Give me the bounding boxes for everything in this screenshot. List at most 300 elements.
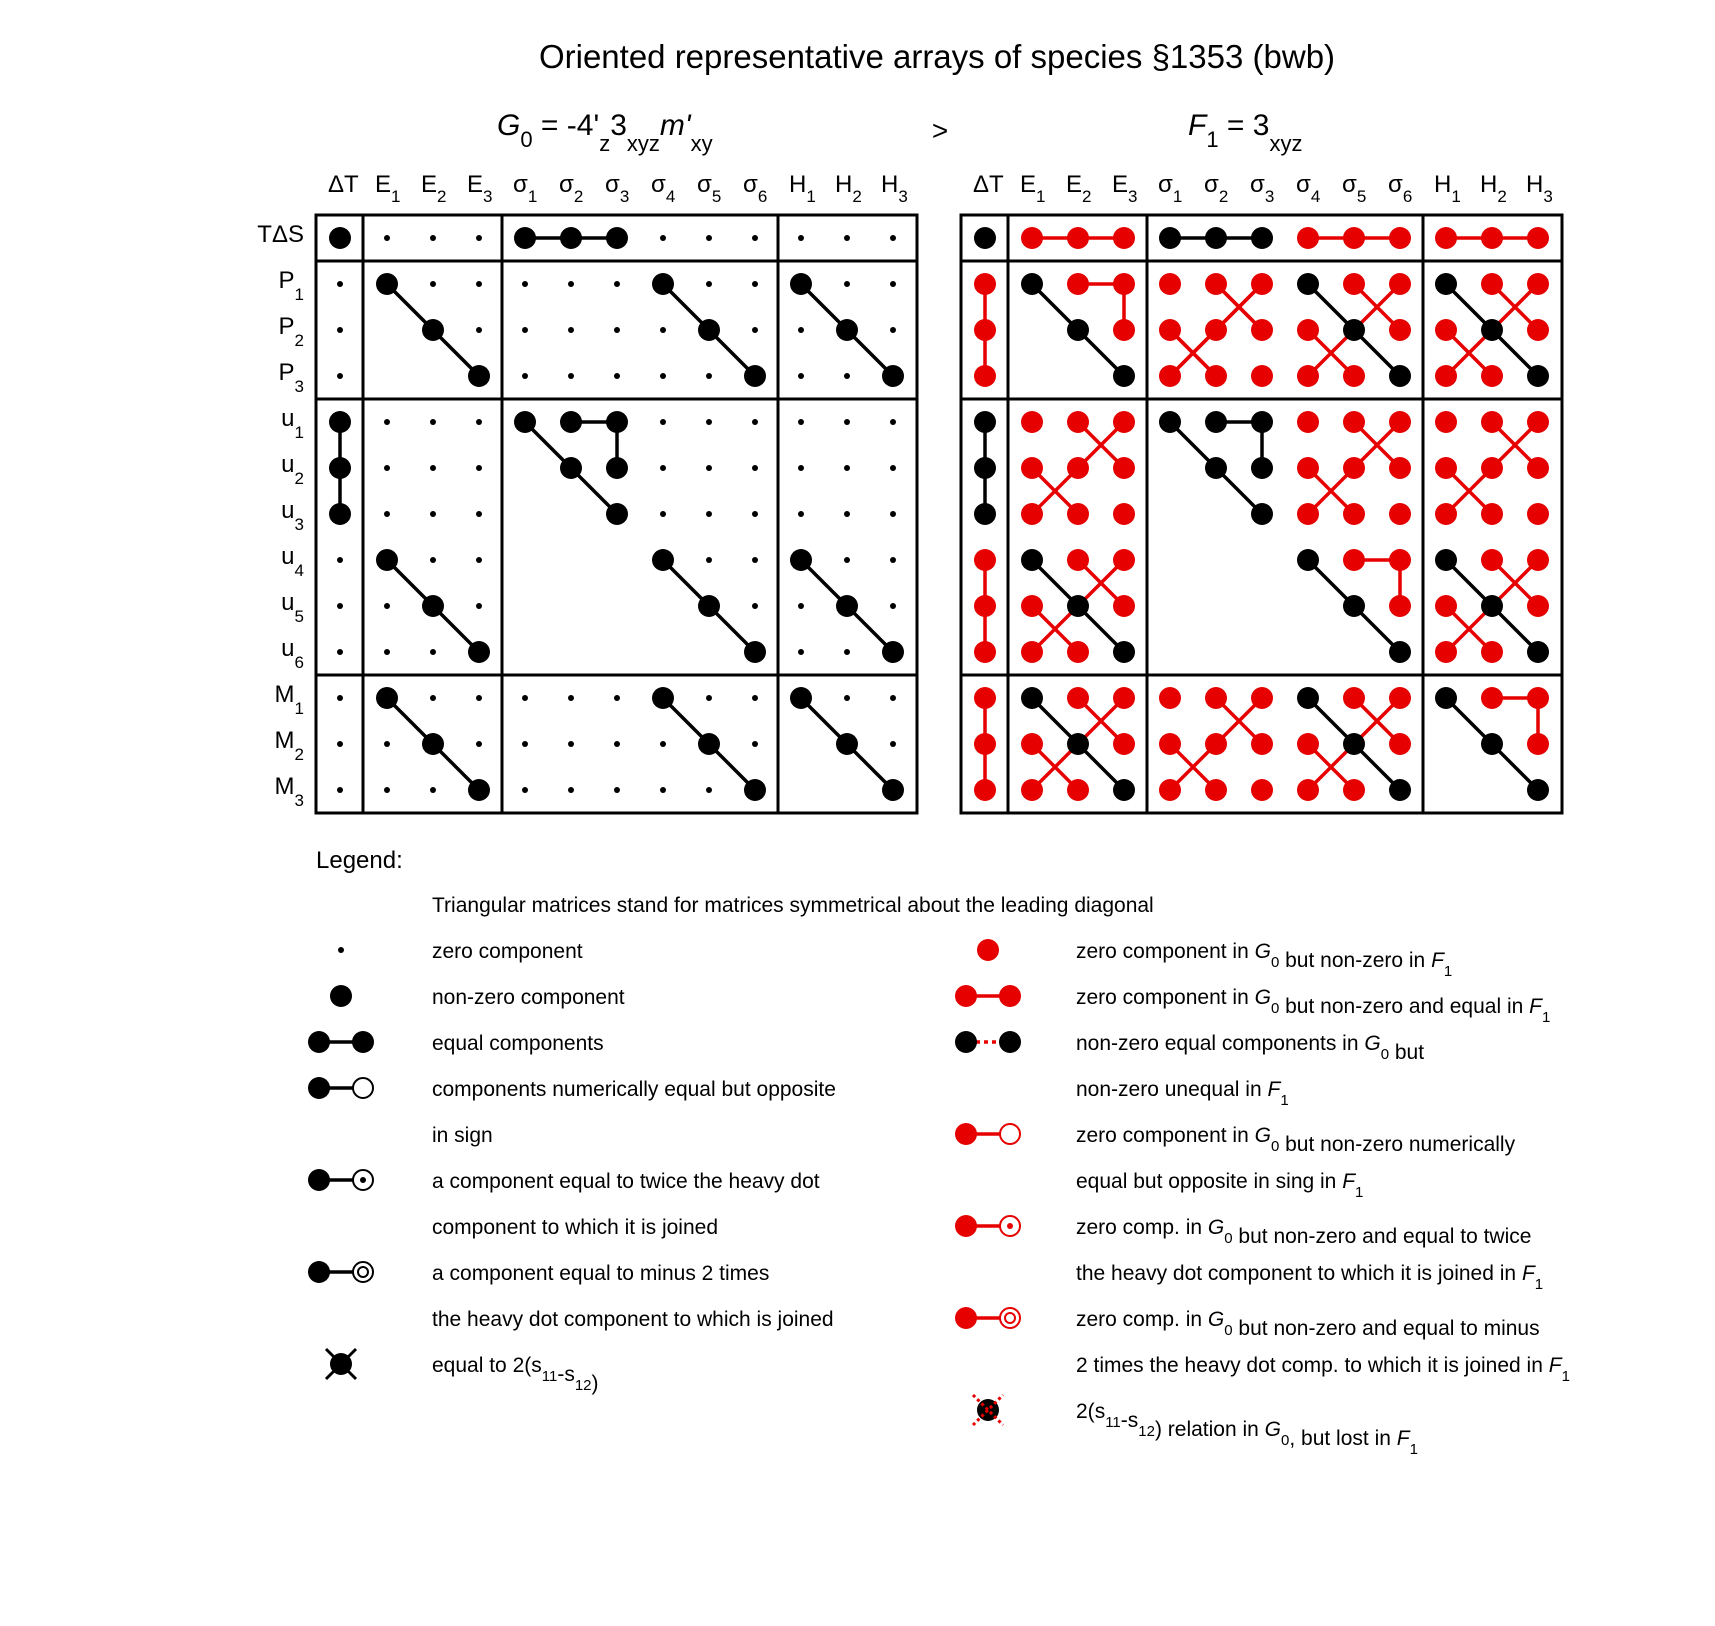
- zero-component-dot: [430, 465, 436, 471]
- column-label: [835, 171, 862, 206]
- red-component-dot: [1067, 779, 1089, 801]
- column-label-sub: 5: [711, 187, 722, 206]
- column-label-sub: 2: [437, 187, 447, 206]
- zero-component-dot: [522, 281, 528, 287]
- legend-symbol-base: F: [1396, 1427, 1410, 1450]
- nonzero-component-dot: [376, 273, 398, 295]
- column-label-base: E: [375, 171, 392, 198]
- zero-component-dot: [752, 281, 758, 287]
- red-component-dot: [1297, 227, 1319, 249]
- column-label-base: E: [421, 171, 438, 198]
- zero-component-dot: [384, 419, 390, 425]
- red-component-dot: [1205, 687, 1227, 709]
- red-component-dot: [1113, 595, 1135, 617]
- red-component-dot: [1205, 779, 1227, 801]
- legend-symbol-sub: 1: [1280, 1092, 1289, 1109]
- nonzero-component-dot: [560, 227, 582, 249]
- zero-component-dot: [844, 419, 850, 425]
- nonzero-component-dot: [744, 365, 766, 387]
- column-label: [881, 171, 908, 206]
- zero-component-dot: [890, 741, 896, 747]
- row-label: [275, 681, 304, 718]
- zero-component-dot: [384, 649, 390, 655]
- red-component-dot: [1481, 411, 1503, 433]
- legend-text: but non-zero and equal to minus: [1232, 1317, 1540, 1340]
- row-label-base: M: [274, 773, 295, 800]
- zero-component-dot: [844, 557, 850, 563]
- row-label-base: P: [278, 313, 295, 340]
- zero-component-dot: [752, 557, 758, 563]
- red-component-dot: [1527, 319, 1549, 341]
- zero-component-dot: [337, 649, 343, 655]
- column-label-sub: 4: [665, 187, 676, 206]
- zero-component-dot: [476, 281, 482, 287]
- legend-text: zero component in: [1076, 986, 1255, 1009]
- legend-symbol-base: G: [1207, 1216, 1225, 1239]
- column-label-base: σ: [1204, 171, 1219, 198]
- zero-component-dot: [337, 373, 343, 379]
- legend-label: [1076, 1354, 1570, 1385]
- zero-component-dot: [890, 695, 896, 701]
- row-label: [281, 405, 304, 442]
- zero-component-dot: [476, 741, 482, 747]
- nonzero-component-dot: [376, 687, 398, 709]
- red-component-dot: [1527, 687, 1549, 709]
- legend-text: a component equal to twice the heavy dot: [432, 1170, 820, 1193]
- g0-subscript: 0: [520, 127, 533, 152]
- legend-dot: [308, 1077, 330, 1099]
- legend-small-dot: [338, 947, 344, 953]
- legend-symbol-base: G: [1207, 1308, 1225, 1331]
- column-label: [1158, 171, 1182, 206]
- legend-dot: [999, 1031, 1021, 1053]
- g0-symbol: G: [497, 109, 521, 142]
- column-label-sub: 1: [527, 187, 538, 206]
- legend-symbol-base: s: [531, 1354, 542, 1377]
- legend-label: [432, 1032, 604, 1055]
- red-component-dot: [1113, 273, 1135, 295]
- row-label-sub: 2: [294, 331, 304, 350]
- red-component-dot: [1527, 273, 1549, 295]
- legend-label: [432, 1078, 836, 1101]
- zero-component-dot: [337, 695, 343, 701]
- nonzero-component-dot: [1159, 227, 1181, 249]
- red-component-dot: [974, 549, 996, 571]
- zero-component-dot: [384, 603, 390, 609]
- column-label-base: σ: [559, 171, 574, 198]
- zero-component-dot: [614, 787, 620, 793]
- zero-component-dot: [798, 511, 804, 517]
- column-label-base: σ: [651, 171, 666, 198]
- row-label: [281, 589, 304, 626]
- zero-component-dot: [798, 649, 804, 655]
- red-component-dot: [1251, 733, 1273, 755]
- g0-sub-xyz: xyz: [626, 131, 660, 156]
- zero-component-dot: [890, 327, 896, 333]
- legend-symbol-base: F: [1342, 1170, 1356, 1193]
- zero-component-dot: [752, 511, 758, 517]
- zero-component-dot: [660, 465, 666, 471]
- zero-component-dot: [890, 465, 896, 471]
- zero-component-dot: [614, 327, 620, 333]
- column-label-sub: 5: [1356, 187, 1367, 206]
- column-label-sub: 6: [757, 187, 768, 206]
- zero-component-dot: [337, 603, 343, 609]
- zero-component-dot: [614, 695, 620, 701]
- zero-component-dot: [798, 419, 804, 425]
- column-label-base: σ: [513, 171, 528, 198]
- zero-component-dot: [752, 465, 758, 471]
- zero-component-dot: [706, 419, 712, 425]
- red-component-dot: [1251, 779, 1273, 801]
- zero-component-dot: [660, 235, 666, 241]
- red-component-dot: [1021, 457, 1043, 479]
- column-label: [743, 171, 767, 206]
- nonzero-component-dot: [836, 319, 858, 341]
- nonzero-component-dot: [1481, 595, 1503, 617]
- red-component-dot: [1435, 457, 1457, 479]
- red-component-dot: [1113, 227, 1135, 249]
- zero-component-dot: [568, 281, 574, 287]
- column-label-sub: 1: [1036, 187, 1046, 206]
- red-component-dot: [1021, 779, 1043, 801]
- red-component-dot: [1297, 365, 1319, 387]
- legend-symbol-base: G: [1254, 940, 1271, 963]
- column-label-sub: 6: [1402, 187, 1413, 206]
- legend-heading: Legend:: [316, 847, 403, 874]
- red-component-dot: [1343, 503, 1365, 525]
- legend-dot: [955, 1031, 977, 1053]
- legend-text: non-zero component: [432, 986, 625, 1009]
- zero-component-dot: [568, 327, 574, 333]
- red-component-dot: [974, 779, 996, 801]
- zero-component-dot: [384, 741, 390, 747]
- legend-symbol-sub: 1: [1541, 1009, 1551, 1026]
- red-component-dot: [1159, 273, 1181, 295]
- red-component-dot: [1113, 319, 1135, 341]
- zero-component-dot: [384, 235, 390, 241]
- zero-component-dot: [706, 465, 712, 471]
- zero-component-dot: [476, 327, 482, 333]
- legend-symbol-base: G: [1254, 1124, 1271, 1147]
- column-label-sub: 1: [1451, 187, 1461, 206]
- legend-text: equal to 2(: [432, 1354, 532, 1377]
- legend-text: non-zero equal components in: [1076, 1032, 1365, 1055]
- zero-component-dot: [384, 465, 390, 471]
- row-label-base: u: [281, 543, 295, 570]
- nonzero-component-dot: [1343, 733, 1365, 755]
- red-component-dot: [1021, 411, 1043, 433]
- zero-component-dot: [614, 741, 620, 747]
- legend-note: Triangular matrices stand for matrices symmetrical about the leading diagonal: [432, 894, 1154, 917]
- column-label: [513, 171, 537, 206]
- nonzero-component-dot: [882, 779, 904, 801]
- column-label: [1112, 171, 1137, 206]
- zero-component-dot: [798, 373, 804, 379]
- column-label-sub: 3: [1128, 187, 1138, 206]
- column-label: [328, 171, 359, 198]
- nonzero-component-dot: [329, 227, 351, 249]
- column-label-base: σ: [1296, 171, 1311, 198]
- red-component-dot: [1297, 319, 1319, 341]
- red-component-dot: [1067, 227, 1089, 249]
- red-component-dot: [1343, 687, 1365, 709]
- red-component-dot: [1343, 365, 1365, 387]
- f1-formula: [1188, 109, 1302, 156]
- legend-symbol-base: s: [1094, 1400, 1106, 1423]
- red-component-dot: [1389, 319, 1411, 341]
- red-component-dot: [1113, 687, 1135, 709]
- red-component-dot: [1159, 319, 1181, 341]
- nonzero-component-dot: [790, 549, 812, 571]
- legend-open-dot: [353, 1078, 373, 1098]
- red-component-dot: [1435, 503, 1457, 525]
- legend-symbol-base: F: [1431, 949, 1444, 972]
- red-component-dot: [1435, 411, 1457, 433]
- legend-symbol-base: G: [1364, 1032, 1381, 1055]
- red-component-dot: [1343, 779, 1365, 801]
- column-label: [789, 171, 816, 206]
- legend-text: ): [591, 1372, 599, 1395]
- nonzero-component-dot: [329, 411, 351, 433]
- column-label-base: H: [881, 171, 899, 198]
- red-component-dot: [1481, 227, 1503, 249]
- legend-text: components numerically equal but opposite: [432, 1078, 836, 1101]
- red-component-dot: [1435, 319, 1457, 341]
- red-component-dot: [1527, 733, 1549, 755]
- legend-symbol-sub: 11: [1105, 1414, 1121, 1431]
- column-label-base: σ: [697, 171, 712, 198]
- red-component-dot: [1297, 779, 1319, 801]
- nonzero-component-dot: [1021, 687, 1043, 709]
- nonzero-component-dot: [1113, 779, 1135, 801]
- column-label-sub: 4: [1310, 187, 1321, 206]
- column-label: [973, 171, 1004, 198]
- nonzero-component-dot: [1297, 549, 1319, 571]
- column-label-base: σ: [605, 171, 620, 198]
- zero-component-dot: [568, 741, 574, 747]
- red-component-dot: [1067, 273, 1089, 295]
- row-label-base: u: [281, 497, 295, 524]
- zero-component-dot: [752, 603, 758, 609]
- zero-component-dot: [430, 281, 436, 287]
- nonzero-component-dot: [698, 733, 720, 755]
- nonzero-component-dot: [606, 457, 628, 479]
- red-component-dot: [1205, 273, 1227, 295]
- legend-label: [1076, 1124, 1516, 1156]
- zero-component-dot: [844, 373, 850, 379]
- column-label-base: H: [1480, 171, 1498, 198]
- red-component-dot: [1297, 503, 1319, 525]
- legend-symbol-sub: 0: [1224, 1322, 1233, 1339]
- column-label: [1296, 171, 1320, 206]
- legend-symbol-base: s: [1127, 1409, 1139, 1432]
- column-label-base: E: [1112, 171, 1129, 198]
- red-component-dot: [1389, 411, 1411, 433]
- red-component-dot: [1113, 411, 1135, 433]
- column-label: [467, 171, 492, 206]
- legend-open-dot: [1000, 1124, 1020, 1144]
- red-component-dot: [1297, 733, 1319, 755]
- column-label: [375, 171, 400, 206]
- row-label: [281, 451, 304, 488]
- zero-component-dot: [844, 465, 850, 471]
- nonzero-component-dot: [1435, 549, 1457, 571]
- zero-component-dot: [384, 511, 390, 517]
- legend-label: [432, 1124, 493, 1147]
- row-label-base: TΔS: [257, 221, 304, 248]
- legend-label: [1076, 1262, 1543, 1293]
- legend-open-dot: [353, 1262, 373, 1282]
- nonzero-component-dot: [1113, 641, 1135, 663]
- red-component-dot: [1389, 549, 1411, 571]
- zero-component-dot: [844, 511, 850, 517]
- zero-component-dot: [798, 603, 804, 609]
- legend-label: [1076, 1308, 1540, 1340]
- g0-sub-z: z: [599, 131, 611, 156]
- legend-text: zero comp. in: [1076, 1308, 1208, 1331]
- nonzero-component-dot: [1067, 733, 1089, 755]
- legend-text: in sign: [432, 1124, 493, 1147]
- zero-component-dot: [614, 373, 620, 379]
- nonzero-component-dot: [606, 227, 628, 249]
- column-label-base: σ: [1388, 171, 1403, 198]
- red-component-dot: [974, 595, 996, 617]
- legend-symbol-sub: 0: [1270, 954, 1280, 971]
- nonzero-component-dot: [560, 411, 582, 433]
- legend-symbol-base: F: [1267, 1078, 1281, 1101]
- red-component-dot: [1343, 227, 1365, 249]
- zero-component-dot: [522, 373, 528, 379]
- g0-matrix: [257, 171, 917, 813]
- g0-expr-a: = -4': [532, 109, 600, 142]
- legend-dot: [308, 1031, 330, 1053]
- f1-sub-xyz: xyz: [1269, 131, 1303, 156]
- legend-text: equal components: [432, 1032, 604, 1055]
- red-component-dot: [1343, 457, 1365, 479]
- red-component-dot: [1527, 503, 1549, 525]
- g0-expr-b: 3: [610, 109, 627, 142]
- legend-symbol-sub: 0: [1281, 1432, 1290, 1449]
- row-label-sub: 2: [294, 745, 304, 764]
- red-component-dot: [1527, 227, 1549, 249]
- nonzero-component-dot: [1389, 779, 1411, 801]
- red-component-dot: [1205, 733, 1227, 755]
- red-component-dot: [1527, 595, 1549, 617]
- red-component-dot: [1481, 687, 1503, 709]
- zero-component-dot: [476, 419, 482, 425]
- zero-component-dot: [844, 281, 850, 287]
- nonzero-component-dot: [1389, 365, 1411, 387]
- nonzero-component-dot: [974, 411, 996, 433]
- zero-component-dot: [337, 557, 343, 563]
- column-label-base: ΔT: [328, 171, 359, 198]
- nonzero-component-dot: [1067, 319, 1089, 341]
- column-label-base: ΔT: [973, 171, 1004, 198]
- zero-component-dot: [706, 281, 712, 287]
- nonzero-component-dot: [422, 733, 444, 755]
- legend-text: -: [557, 1363, 565, 1386]
- nonzero-component-dot: [1481, 319, 1503, 341]
- red-component-dot: [1389, 457, 1411, 479]
- legend-text: but: [1389, 1041, 1425, 1064]
- legend-text: non-zero unequal in: [1076, 1078, 1268, 1101]
- legend-label: [1076, 1078, 1289, 1109]
- zero-component-dot: [476, 235, 482, 241]
- zero-component-dot: [568, 695, 574, 701]
- column-label-sub: 3: [619, 187, 630, 206]
- red-component-dot: [1067, 549, 1089, 571]
- nonzero-component-dot: [1481, 733, 1503, 755]
- red-component-dot: [1527, 457, 1549, 479]
- row-label: [281, 635, 304, 672]
- zero-component-dot: [706, 373, 712, 379]
- red-component-dot: [1435, 365, 1457, 387]
- zero-component-dot: [890, 419, 896, 425]
- column-label: [651, 171, 675, 206]
- f1-expr: = 3: [1218, 109, 1270, 142]
- f1-symbol: F: [1188, 109, 1207, 142]
- legend-text: -: [1120, 1409, 1128, 1432]
- zero-component-dot: [476, 603, 482, 609]
- zero-component-dot: [890, 235, 896, 241]
- zero-component-dot: [844, 235, 850, 241]
- nonzero-component-dot: [422, 595, 444, 617]
- nonzero-component-dot: [698, 595, 720, 617]
- nonzero-component-dot: [329, 457, 351, 479]
- zero-component-dot: [660, 787, 666, 793]
- legend-symbol-sub: 1: [1355, 1184, 1364, 1201]
- legend-text: zero component in: [1076, 940, 1255, 963]
- column-label-sub: 2: [852, 187, 862, 206]
- legend-symbol-sub: 0: [1224, 1230, 1233, 1247]
- legend-symbol-base: G: [1254, 986, 1271, 1009]
- zero-component-dot: [476, 557, 482, 563]
- legend-text: but non-zero numerically: [1279, 1133, 1516, 1156]
- row-label-sub: 5: [294, 607, 304, 626]
- legend-text: a component equal to minus 2 times: [432, 1262, 770, 1285]
- nonzero-component-dot: [1343, 595, 1365, 617]
- red-component-dot: [1067, 411, 1089, 433]
- red-component-dot: [1481, 457, 1503, 479]
- red-component-dot: [1067, 503, 1089, 525]
- legend-symbol-base: F: [1529, 995, 1542, 1018]
- red-component-dot: [1343, 411, 1365, 433]
- zero-component-dot: [430, 695, 436, 701]
- red-component-dot: [1435, 641, 1457, 663]
- zero-component-dot: [660, 373, 666, 379]
- column-label-base: H: [789, 171, 807, 198]
- row-label-sub: 1: [294, 699, 304, 718]
- column-label-base: E: [1066, 171, 1083, 198]
- zero-component-dot: [614, 281, 620, 287]
- red-component-dot: [1297, 411, 1319, 433]
- nonzero-component-dot: [1343, 319, 1365, 341]
- column-label-base: H: [1526, 171, 1544, 198]
- zero-component-dot: [890, 603, 896, 609]
- zero-component-dot: [476, 695, 482, 701]
- column-label: [697, 171, 721, 206]
- zero-component-dot: [890, 557, 896, 563]
- zero-component-dot: [430, 649, 436, 655]
- zero-component-dot: [568, 787, 574, 793]
- legend-text: the heavy dot component to which it is joined in: [1076, 1262, 1522, 1285]
- red-component-dot: [1251, 319, 1273, 341]
- red-component-dot: [1159, 733, 1181, 755]
- figure-title: Oriented representative arrays of species §1353 (bwb): [538, 38, 1336, 75]
- legend-text: 2(: [1076, 1400, 1095, 1423]
- legend-symbol-sub: 1: [1443, 963, 1453, 980]
